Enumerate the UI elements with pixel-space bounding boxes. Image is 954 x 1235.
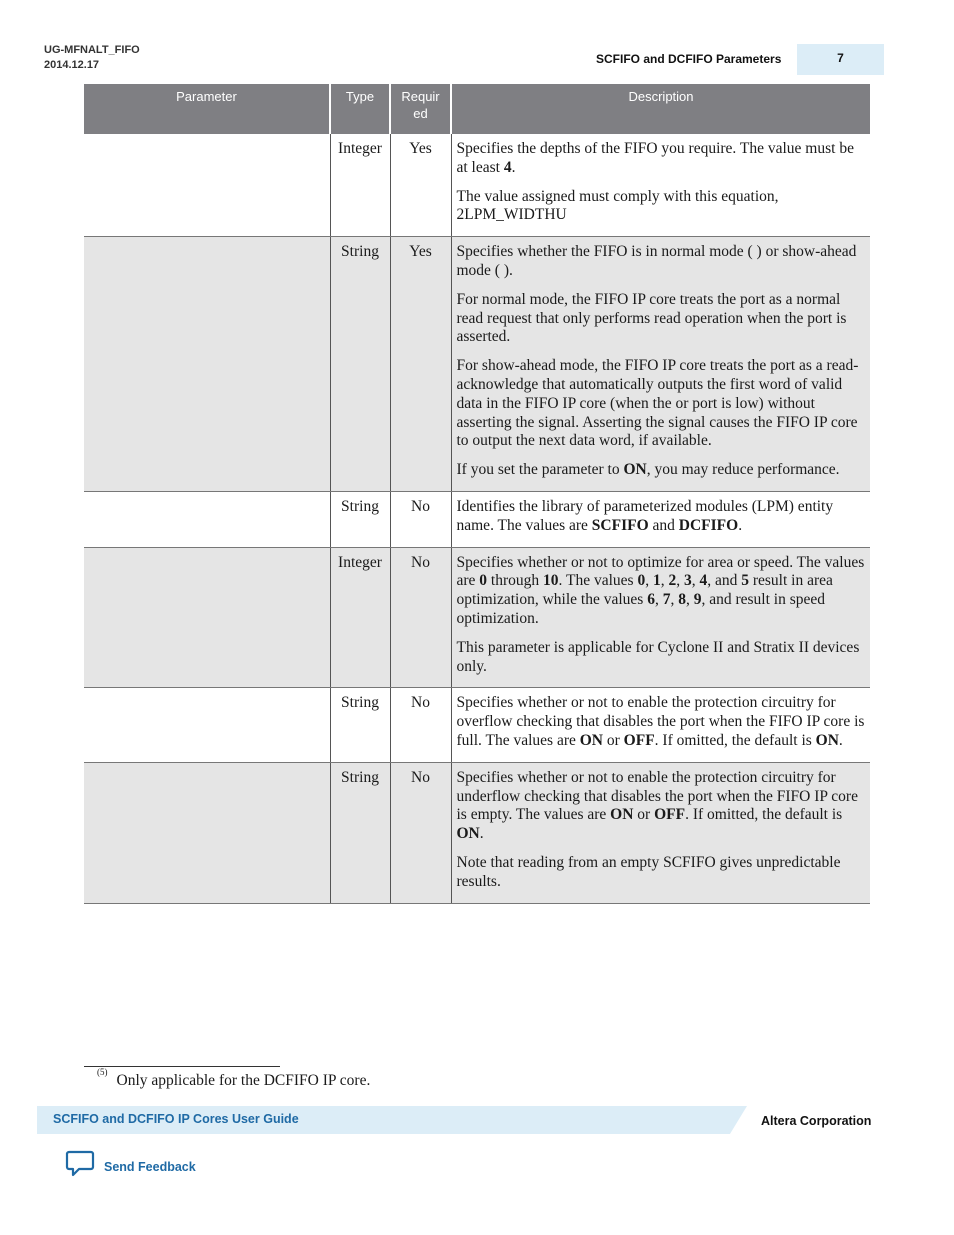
description-text: For normal mode, the FIFO IP core treats the port as a normal read request that only performs read operation when the port is asserted.	[456, 290, 847, 346]
description-text: ,	[670, 591, 679, 609]
bold-value: 3	[683, 572, 692, 590]
cell-required: Yes	[390, 134, 451, 237]
bold-value: ON	[610, 806, 634, 824]
description-paragraph	[457, 140, 866, 178]
send-feedback-link[interactable]	[65, 1150, 196, 1183]
bold-value: 7	[662, 591, 671, 609]
bold-value: 6	[647, 591, 655, 609]
description-paragraph	[457, 291, 866, 347]
cell-type: String	[330, 237, 390, 492]
description-text: This parameter is applicable for Cyclone II and Stratix II devices only.	[456, 638, 860, 675]
table-row	[84, 547, 870, 688]
cell-parameter	[84, 491, 330, 547]
cell-type: String	[330, 491, 390, 547]
page-number: 7	[797, 44, 884, 75]
description-text: Specifies whether or not to enable the protection circuitry for underflow checking that disables the port when the FIFO IP core is empty. The values are	[456, 768, 858, 824]
description-paragraph	[457, 554, 866, 629]
bold-value: ON	[815, 731, 839, 749]
cell-type: Integer	[330, 547, 390, 688]
description-paragraph	[457, 694, 866, 750]
description-text: Identifies the library of parameterized modules (LPM) entity name. The values are	[456, 497, 834, 534]
table-row	[84, 134, 870, 237]
description-text: , and result in speed optimization.	[456, 591, 825, 627]
description-text: Specifies whether or not to optimize for area or speed. The values are	[456, 553, 865, 590]
cell-required: Yes	[390, 237, 451, 492]
description-paragraph	[457, 769, 866, 844]
bold-value: OFF	[623, 731, 655, 749]
cell-description	[451, 134, 870, 237]
description-text: . If omitted, the default is	[654, 731, 816, 749]
cell-type: String	[330, 762, 390, 903]
description-text: .	[511, 158, 516, 176]
description-paragraph	[457, 188, 866, 226]
description-text: For show-ahead mode, the FIFO IP core treats the port as a read-acknowledge that automatically outputs the first word of valid data in the FIFO IP core (when the or port is low) without asserting the signal. Asserting the signal causes the FIFO IP core to output the next data word, if available.	[456, 357, 859, 450]
description-text: ,	[685, 591, 694, 609]
bold-value: ON	[579, 731, 603, 749]
speech-bubble-icon	[65, 1150, 95, 1183]
description-text: .	[838, 731, 843, 749]
bold-value: 0	[479, 572, 488, 590]
description-paragraph	[457, 461, 866, 480]
bold-value: 5	[741, 572, 749, 590]
document-id: UG-MFNALT_FIFO	[44, 44, 140, 56]
description-text: or	[633, 806, 655, 824]
description-text: Specifies whether or not to enable the protection circuitry for overflow checking that disables the port when the FIFO IP core is full. The values are	[456, 694, 865, 749]
description-text: , you may reduce performance.	[646, 461, 840, 479]
footnote	[97, 1067, 371, 1090]
description-text: . The values	[558, 572, 638, 590]
cell-description	[451, 547, 870, 688]
description-text: ,	[654, 591, 663, 609]
description-paragraph	[457, 639, 866, 677]
bold-value: 9	[693, 591, 702, 609]
cell-required: No	[390, 762, 451, 903]
cell-description	[451, 762, 870, 903]
cell-description	[451, 237, 870, 492]
description-text: ,	[645, 572, 653, 590]
table-row	[84, 491, 870, 547]
description-text: , and	[707, 572, 742, 590]
description-paragraph	[457, 357, 866, 451]
description-text: . If omitted, the default is	[685, 806, 843, 824]
bold-value: 10	[543, 572, 559, 590]
description-text: .	[738, 516, 743, 534]
document-id-block	[44, 43, 140, 73]
description-text: .	[479, 825, 484, 843]
column-header-required: Requir ed	[390, 84, 451, 134]
bold-value: DCFIFO	[678, 516, 739, 534]
bold-value: OFF	[654, 806, 686, 824]
table-body	[84, 134, 870, 903]
footnote-text: Only applicable for the DCFIFO IP core.	[116, 1072, 371, 1090]
cell-required: No	[390, 491, 451, 547]
cell-parameter	[84, 134, 330, 237]
footnote-divider	[84, 1066, 280, 1067]
bold-value: ON	[456, 825, 480, 843]
bold-value: 4	[503, 158, 512, 176]
footnote-marker: (5)	[97, 1067, 108, 1077]
description-text: Specifies the depths of the FIFO you require. The value must be at least	[456, 140, 854, 176]
description-text: or	[603, 731, 624, 749]
cell-parameter	[84, 547, 330, 688]
bold-value: 2	[668, 572, 677, 590]
column-header-description: Description	[451, 84, 870, 134]
footer-guide-title: SCFIFO and DCFIFO IP Cores User Guide	[53, 1112, 299, 1126]
footer-company: Altera Corporation	[761, 1114, 872, 1128]
table-header-row	[84, 84, 870, 134]
bold-value: 4	[699, 572, 708, 590]
section-title: SCFIFO and DCFIFO Parameters	[596, 52, 782, 66]
bold-value: SCFIFO	[591, 516, 649, 534]
description-text: The value assigned must comply with this equation, 2LPM_WIDTHU	[456, 187, 779, 224]
bold-value: 8	[678, 591, 686, 609]
description-paragraph	[457, 854, 866, 892]
cell-type: Integer	[330, 134, 390, 237]
parameters-table	[84, 84, 870, 904]
description-text: and	[648, 516, 679, 534]
bold-value: ON	[623, 461, 647, 479]
cell-required: No	[390, 547, 451, 688]
cell-description	[451, 688, 870, 762]
description-text: result in area optimization, while the values	[456, 572, 833, 609]
description-text: ,	[691, 572, 700, 590]
column-header-parameter: Parameter	[84, 84, 330, 134]
column-header-type: Type	[330, 84, 390, 134]
table-row	[84, 688, 870, 762]
table-row	[84, 762, 870, 903]
cell-description	[451, 491, 870, 547]
document-date: 2014.12.17	[44, 59, 100, 71]
description-text: ,	[660, 572, 669, 590]
bold-value: 1	[652, 572, 661, 590]
description-text: Specifies whether the FIFO is in normal mode ( ) or show-ahead mode ( ).	[456, 243, 857, 279]
description-paragraph	[457, 243, 866, 281]
description-text: Note that reading from an empty SCFIFO gives unpredictable results.	[456, 853, 841, 890]
send-feedback-label: Send Feedback	[104, 1159, 196, 1174]
description-text: ,	[676, 572, 684, 590]
description-text: through	[487, 572, 544, 590]
cell-required: No	[390, 688, 451, 762]
cell-parameter	[84, 237, 330, 492]
table-row	[84, 237, 870, 492]
cell-type: String	[330, 688, 390, 762]
bold-value: 0	[637, 572, 646, 590]
cell-parameter	[84, 688, 330, 762]
description-paragraph	[457, 498, 866, 536]
cell-parameter	[84, 762, 330, 903]
description-text: If you set the parameter to	[456, 461, 624, 479]
